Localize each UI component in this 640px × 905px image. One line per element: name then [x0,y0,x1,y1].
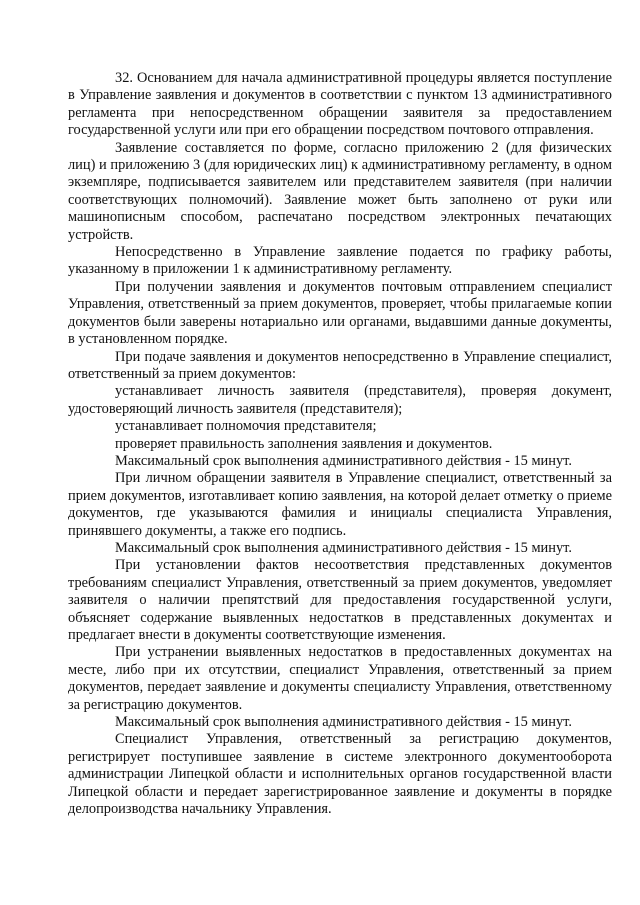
paragraph-identity-check: устанавливает личность заявителя (представителя), проверяя документ, удостоверяющий личность заявителя (представителя); [68,383,612,417]
paragraph-nonconformity: При установлении фактов несоответствия представленных документов требованиям специалист Управления, ответственный за прием документов, уведомляет заявителя о наличии препятствий для предоставления государственной услуги, объясняет содержание выявленных недостатков в представленных документах и предлагает внести в документы соответствующие изменения. [68,557,612,643]
document-page [68,70,612,818]
paragraph-submission-schedule: Непосредственно в Управление заявление подается по графику работы, указанному в приложении 1 к административному регламенту. [68,244,612,278]
paragraph-max-time-2: Максимальный срок выполнения административного действия - 15 минут. [115,539,572,556]
paragraph-direct-submission: При подаче заявления и документов непосредственно в Управление специалист, ответственный за прием документов: [68,348,612,382]
paragraph-registration: Специалист Управления, ответственный за регистрацию документов, регистрирует поступившее заявление в системе электронного документооборота администрации Липецкой области и исполнительных органов государственной власти Липецкой области и передает зарегистрированное заявление и документы в порядке делопроизводства начальнику Управления. [68,731,612,818]
paragraph-application-form: Заявление составляется по форме, согласно приложению 2 (для физических лиц) и приложению 3 (для юридических лиц) к административному регламенту, в одном экземпляре, подписывается заявителем или представителем заявителя (при наличии соответствующих полномочий). Заявление может быть заполнено от руки или машинописным способом, распечатано посредством электронных печатающих устройств. [68,139,612,243]
paragraph-completeness-check: проверяет правильность заполнения заявления и документов. [115,435,493,452]
paragraph-32-basis: 32. Основанием для начала административной процедуры является поступление в Управление заявления и документов в соответствии с пунктом 13 административного регламента при непосредственном обращении заявителя за предоставлением государственной услуги или при его обращении посредством почтового отправления. [68,70,612,139]
paragraph-personal-visit: При личном обращении заявителя в Управление специалист, ответственный за прием документов, изготавливает копию заявления, на которой делает отметку о приеме документов, где указываются фамилия и инициалы специалиста Управления, принявшего документы, а также его подпись. [68,470,612,539]
paragraph-postal-receipt: При получении заявления и документов почтовым отправлением специалист Управления, ответственный за прием документов, проверяет, чтобы прилагаемые копии документов были заверены нотариально или органами, выдавшими данные документы, в установленном порядке. [68,278,612,348]
paragraph-authority-check: устанавливает полномочия представителя; [115,418,377,435]
paragraph-max-time-3: Максимальный срок выполнения административного действия - 15 минут. [115,714,572,731]
paragraph-defects-remedied: При устранении выявленных недостатков в предоставленных документах на месте, либо при их отсутствии, специалист Управления, ответственный за прием документов, передает заявление и документы специалисту Управления, ответственному за регистрацию документов. [68,644,612,713]
paragraph-max-time-1: Максимальный срок выполнения административного действия - 15 минут. [115,452,572,469]
